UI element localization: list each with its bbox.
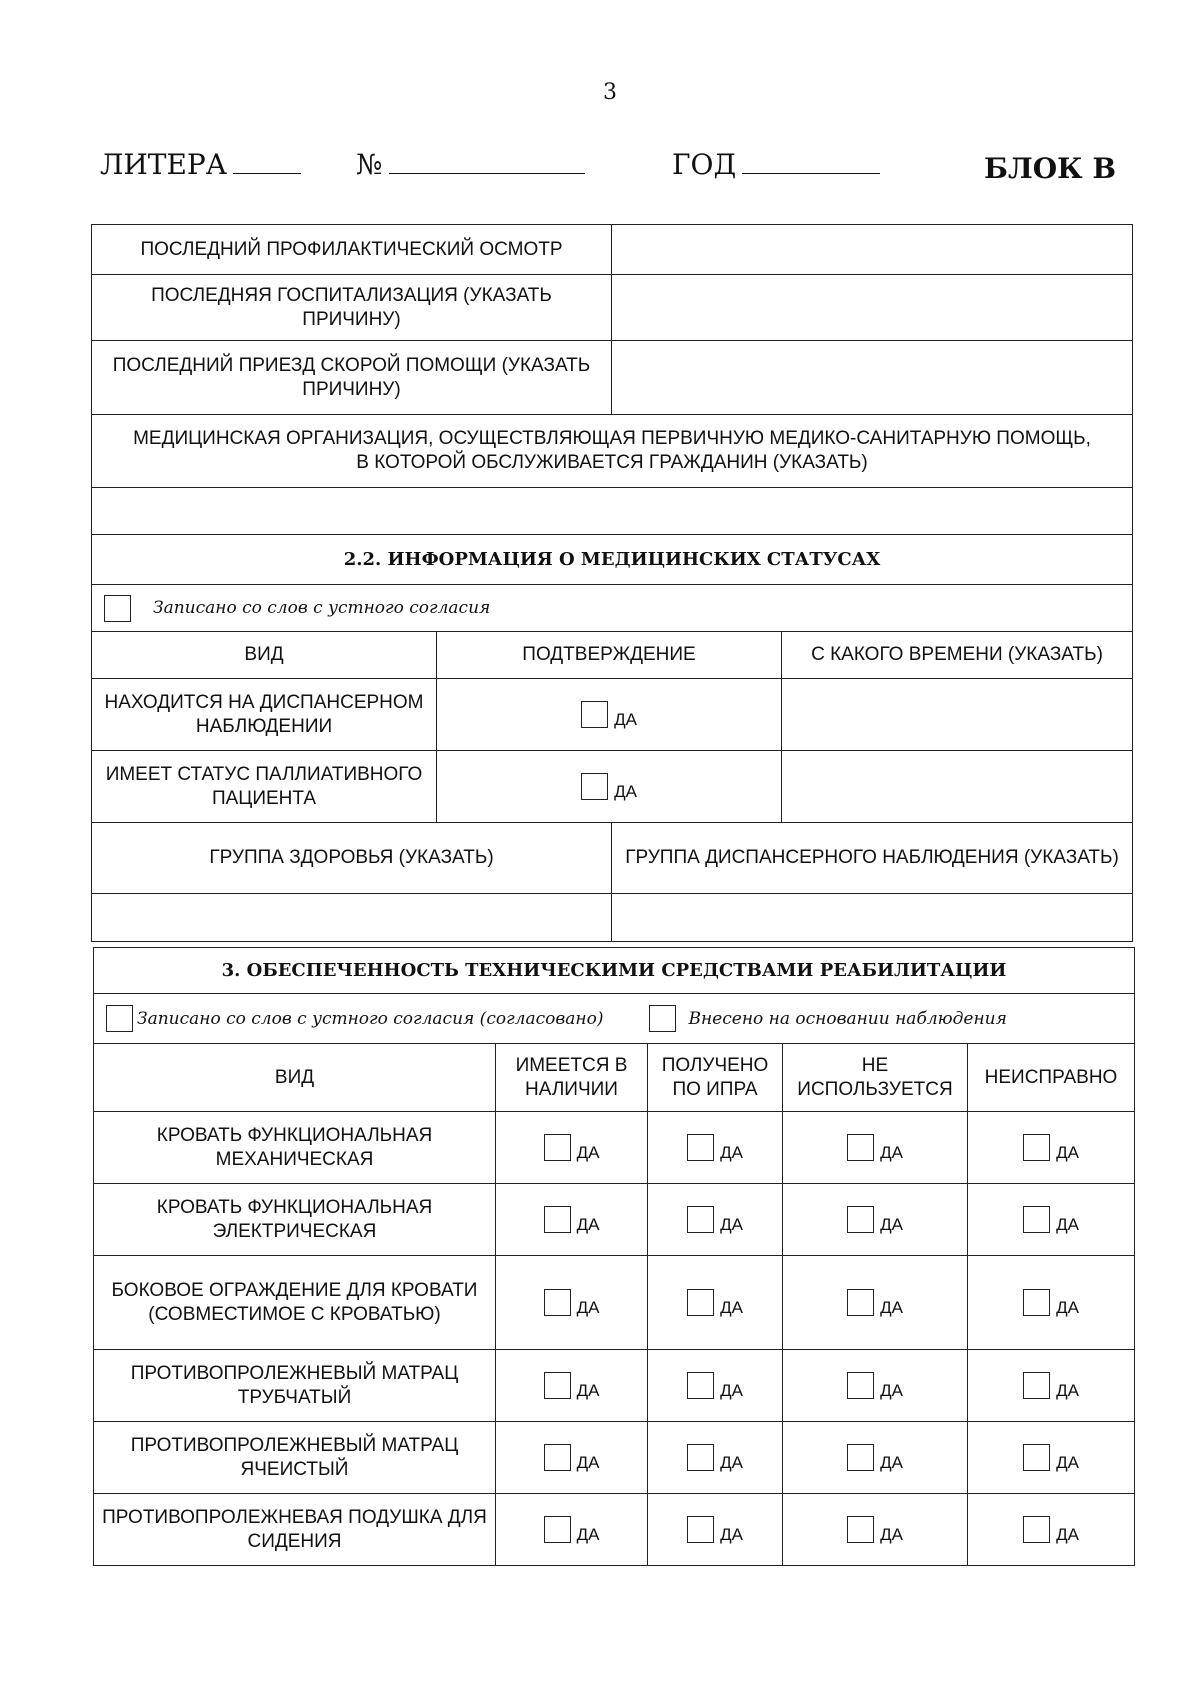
yes-checkbox[interactable]: [544, 1289, 571, 1316]
col-header-received: ПОЛУЧЕНО ПО ИПРА: [648, 1044, 783, 1111]
yes-checkbox[interactable]: [544, 1206, 571, 1233]
rehab-consent-row: [94, 994, 1134, 1044]
yes-label: ДА: [720, 1381, 743, 1400]
yes-checkbox[interactable]: [847, 1516, 874, 1543]
rehab-available-cell: [496, 1422, 648, 1493]
rehab-item-label: ПРОТИВОПРОЛЕЖНЕВАЯ ПОДУШКА ДЛЯ СИДЕНИЯ: [94, 1494, 496, 1565]
rehab-received-cell: [648, 1256, 783, 1349]
yes-option: [544, 1444, 600, 1471]
yes-checkbox[interactable]: [847, 1206, 874, 1233]
rehab-title-row: [94, 948, 1134, 994]
year-input-line[interactable]: [742, 149, 880, 174]
number-field: [356, 148, 585, 181]
last-events-row: [92, 275, 1132, 341]
yes-label: ДА: [880, 1525, 903, 1544]
rehab-item-label: КРОВАТЬ ФУНКЦИОНАЛЬНАЯ ЭЛЕКТРИЧЕСКАЯ: [94, 1184, 496, 1255]
rehab-received-cell: [648, 1112, 783, 1183]
yes-checkbox[interactable]: [581, 701, 608, 728]
rehab-item-label: КРОВАТЬ ФУНКЦИОНАЛЬНАЯ МЕХАНИЧЕСКАЯ: [94, 1112, 496, 1183]
rehab-available-cell: [496, 1112, 648, 1183]
col-header-type: ВИД: [92, 632, 437, 678]
rehab-title: 3. ОБЕСПЕЧЕННОСТЬ ТЕХНИЧЕСКИМИ СРЕДСТВАМИ РЕАБИЛИТАЦИИ: [221, 959, 1007, 981]
observation-checkbox[interactable]: [649, 1005, 676, 1032]
yes-label: ДА: [720, 1453, 743, 1472]
yes-option: [1023, 1134, 1079, 1161]
rehab-not-used-cell: [783, 1184, 968, 1255]
yes-label: ДА: [880, 1143, 903, 1162]
yes-option: [687, 1289, 743, 1316]
yes-option: [847, 1516, 903, 1543]
rehab-received-cell: [648, 1350, 783, 1421]
yes-option: [1023, 1444, 1079, 1471]
status-palliative-label: ИМЕЕТ СТАТУС ПАЛЛИАТИВНОГО ПАЦИЕНТА: [92, 751, 437, 822]
health-group-label: ГРУППА ЗДОРОВЬЯ (УКАЗАТЬ): [92, 823, 612, 893]
yes-checkbox[interactable]: [1023, 1206, 1050, 1233]
rehab-not-used-cell: [783, 1494, 968, 1565]
yes-label: ДА: [1056, 1143, 1079, 1162]
yes-label: ДА: [576, 1298, 600, 1317]
year-field: [672, 148, 880, 181]
rehab-item-label: ПРОТИВОПРОЛЕЖНЕВЫЙ МАТРАЦ ТРУБЧАТЫЙ: [94, 1350, 496, 1421]
groups-header-row: [92, 823, 1132, 894]
yes-label: ДА: [614, 710, 637, 729]
yes-label: ДА: [880, 1298, 903, 1317]
rehab-received-cell: [648, 1494, 783, 1565]
yes-checkbox[interactable]: [687, 1444, 714, 1471]
yes-option: [581, 773, 637, 800]
yes-checkbox[interactable]: [847, 1444, 874, 1471]
yes-option: [544, 1134, 600, 1161]
yes-option: [687, 1134, 743, 1161]
medical-status-title: 2.2. ИНФОРМАЦИЯ О МЕДИЦИНСКИХ СТАТУСАХ: [343, 548, 881, 570]
yes-option: [1023, 1289, 1079, 1316]
status-dispensary-since[interactable]: [782, 679, 1132, 750]
yes-checkbox[interactable]: [687, 1206, 714, 1233]
yes-label: ДА: [720, 1525, 743, 1544]
yes-label: ДА: [880, 1381, 903, 1400]
last-events-section: [91, 224, 1133, 942]
yes-option: [544, 1372, 600, 1399]
yes-label: ДА: [720, 1215, 743, 1234]
rehab-available-cell: [496, 1256, 648, 1349]
rehab-item-row: [94, 1422, 1134, 1494]
yes-option: [1023, 1372, 1079, 1399]
consent-checkbox[interactable]: [106, 1005, 133, 1032]
yes-label: ДА: [880, 1453, 903, 1472]
rehab-item-row: [94, 1350, 1134, 1422]
yes-checkbox[interactable]: [1023, 1372, 1050, 1399]
dispensary-group-value[interactable]: [612, 894, 1132, 941]
consent-note: Записано со слов с устного согласия (согласовано): [137, 1008, 604, 1029]
litera-label: ЛИТЕРА: [100, 148, 227, 181]
yes-label: ДА: [1056, 1381, 1079, 1400]
number-input-line[interactable]: [389, 149, 585, 174]
col-header-faulty: НЕИСПРАВНО: [984, 1066, 1118, 1088]
yes-option: [687, 1372, 743, 1399]
yes-option: [581, 701, 637, 728]
yes-option: [847, 1372, 903, 1399]
yes-checkbox[interactable]: [847, 1289, 874, 1316]
rehab-not-used-cell: [783, 1256, 968, 1349]
yes-label: ДА: [880, 1215, 903, 1234]
rehab-consent: [94, 994, 1134, 1043]
rehab-faulty-cell: [968, 1422, 1134, 1493]
yes-checkbox[interactable]: [544, 1444, 571, 1471]
yes-label: ДА: [576, 1143, 600, 1162]
yes-checkbox[interactable]: [544, 1516, 571, 1543]
col-header-confirmation: ПОДТВЕРЖДЕНИЕ: [437, 632, 782, 678]
yes-label: ДА: [576, 1525, 600, 1544]
medical-status-consent-row: [92, 585, 1132, 632]
block-label: БЛОК В: [984, 152, 1116, 185]
yes-option: [1023, 1516, 1079, 1543]
status-palliative-since[interactable]: [782, 751, 1132, 822]
rehab-received-cell: [648, 1184, 783, 1255]
status-palliative-confirm: [437, 751, 782, 822]
rehab-faulty-cell: [968, 1350, 1134, 1421]
rehab-not-used-cell: [783, 1422, 968, 1493]
yes-label: ДА: [1056, 1453, 1079, 1472]
medical-status-row: [92, 751, 1132, 823]
yes-checkbox[interactable]: [1023, 1289, 1050, 1316]
rehab-item-row: [94, 1112, 1134, 1184]
yes-checkbox[interactable]: [544, 1372, 571, 1399]
rehab-faulty-cell: [968, 1256, 1134, 1349]
yes-option: [847, 1444, 903, 1471]
yes-option: [847, 1289, 903, 1316]
yes-checkbox[interactable]: [1023, 1516, 1050, 1543]
yes-label: ДА: [576, 1215, 600, 1234]
consent-note: Записано со слов с устного согласия: [153, 598, 491, 618]
yes-option: [1023, 1206, 1079, 1233]
medical-org-row: [92, 415, 1132, 488]
yes-label: ДА: [576, 1381, 600, 1400]
status-dispensary-confirm: [437, 679, 782, 750]
yes-label: ДА: [1056, 1298, 1079, 1317]
rehab-section: [93, 947, 1135, 1566]
rehab-not-used-cell: [783, 1350, 968, 1421]
yes-option: [544, 1516, 600, 1543]
last-ambulance-value[interactable]: [612, 341, 1132, 414]
page-number: 3: [603, 80, 617, 105]
col-header-not-used: НЕ ИСПОЛЬЗУЕТСЯ: [783, 1044, 968, 1111]
yes-checkbox[interactable]: [687, 1516, 714, 1543]
rehab-available-cell: [496, 1494, 648, 1565]
yes-checkbox[interactable]: [1023, 1444, 1050, 1471]
rehab-available-cell: [496, 1184, 648, 1255]
yes-label: ДА: [720, 1143, 743, 1162]
rehab-header-row: [94, 1044, 1134, 1112]
yes-checkbox[interactable]: [1023, 1134, 1050, 1161]
last-events-row: [92, 341, 1132, 415]
yes-checkbox[interactable]: [847, 1134, 874, 1161]
col-header-since: С КАКОГО ВРЕМЕНИ (УКАЗАТЬ): [811, 644, 1103, 665]
yes-checkbox[interactable]: [581, 773, 608, 800]
col-header-type: ВИД: [94, 1044, 496, 1111]
rehab-not-used-cell: [783, 1112, 968, 1183]
yes-label: ДА: [614, 782, 637, 801]
status-dispensary-label: НАХОДИТСЯ НА ДИСПАНСЕРНОМ НАБЛЮДЕНИИ: [92, 679, 437, 750]
rehab-item-label: БОКОВОЕ ОГРАЖДЕНИЕ ДЛЯ КРОВАТИ (СОВМЕСТИМОЕ С КРОВАТЬЮ): [94, 1256, 496, 1349]
yes-option: [847, 1206, 903, 1233]
rehab-item-label: ПРОТИВОПРОЛЕЖНЕВЫЙ МАТРАЦ ЯЧЕИСТЫЙ: [94, 1422, 496, 1493]
yes-option: [847, 1134, 903, 1161]
yes-label: ДА: [1056, 1525, 1079, 1544]
last-hospitalization-value[interactable]: [612, 275, 1132, 340]
medical-org-label: МЕДИЦИНСКАЯ ОРГАНИЗАЦИЯ, ОСУЩЕСТВЛЯЮЩАЯ ПЕРВИЧНУЮ МЕДИКО-САНИТАРНУЮ ПОМОЩЬ, В КОТОРОЙ ОБСЛУЖИВАЕТСЯ ГРАЖДАНИН (УКАЗАТЬ): [133, 428, 1091, 473]
yes-checkbox[interactable]: [847, 1372, 874, 1399]
rehab-faulty-cell: [968, 1494, 1134, 1565]
rehab-received-cell: [648, 1422, 783, 1493]
litera-input-line[interactable]: [233, 149, 301, 174]
yes-option: [687, 1444, 743, 1471]
yes-label: ДА: [576, 1453, 600, 1472]
yes-checkbox[interactable]: [687, 1372, 714, 1399]
yes-option: [687, 1516, 743, 1543]
yes-checkbox[interactable]: [687, 1134, 714, 1161]
rehab-item-row: [94, 1256, 1134, 1350]
last-checkup-label: ПОСЛЕДНИЙ ПРОФИЛАКТИЧЕСКИЙ ОСМОТР: [92, 225, 612, 274]
health-group-value[interactable]: [92, 894, 612, 941]
yes-checkbox[interactable]: [687, 1289, 714, 1316]
last-ambulance-label: ПОСЛЕДНИЙ ПРИЕЗД СКОРОЙ ПОМОЩИ (УКАЗАТЬ ПРИЧИНУ): [92, 341, 612, 414]
yes-checkbox[interactable]: [544, 1134, 571, 1161]
rehab-faulty-cell: [968, 1184, 1134, 1255]
medical-status-header-row: [92, 632, 1132, 679]
last-events-row: [92, 225, 1132, 275]
yes-option: [544, 1289, 600, 1316]
last-hospitalization-label: ПОСЛЕДНЯЯ ГОСПИТАЛИЗАЦИЯ (УКАЗАТЬ ПРИЧИНУ): [92, 275, 612, 340]
dispensary-group-label: ГРУППА ДИСПАНСЕРНОГО НАБЛЮДЕНИЯ (УКАЗАТЬ): [625, 847, 1119, 868]
litera-field: [100, 148, 301, 181]
yes-label: ДА: [1056, 1215, 1079, 1234]
yes-option: [687, 1206, 743, 1233]
yes-option: [544, 1206, 600, 1233]
consent-checkbox[interactable]: [104, 595, 131, 622]
rehab-available-cell: [496, 1350, 648, 1421]
rehab-faulty-cell: [968, 1112, 1134, 1183]
year-label: ГОД: [672, 148, 737, 181]
observation-note: Внесено на основании наблюдения: [688, 1008, 1007, 1029]
medical-org-value-row: [92, 488, 1132, 535]
medical-status-consent: [92, 585, 1132, 631]
yes-label: ДА: [720, 1298, 743, 1317]
rehab-item-row: [94, 1184, 1134, 1256]
last-checkup-value[interactable]: [612, 225, 1132, 274]
col-header-available: ИМЕЕТСЯ В НАЛИЧИИ: [496, 1044, 648, 1111]
medical-org-value[interactable]: [92, 488, 1132, 534]
medical-status-row: [92, 679, 1132, 751]
medical-status-title-row: [92, 535, 1132, 585]
groups-value-row: [92, 894, 1132, 942]
rehab-item-row: [94, 1494, 1134, 1566]
number-label: №: [356, 148, 383, 181]
